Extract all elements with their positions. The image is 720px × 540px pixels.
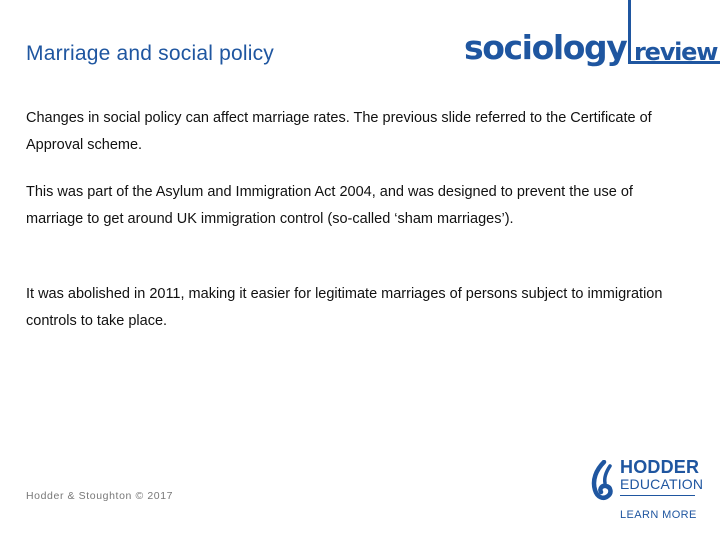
hodder-name: HODDER: [620, 457, 700, 477]
sociology-review-logo: [462, 0, 720, 80]
hodder-education-logo: [590, 458, 710, 528]
hodder-divider: [620, 495, 695, 496]
logo-word-review: review: [634, 38, 718, 66]
logo-divider-bar: [628, 0, 631, 64]
hodder-education-label: EDUCATION: [620, 476, 704, 492]
hodder-tagline: LEARN MORE: [620, 509, 697, 521]
copyright-footer: Hodder & Stoughton © 2017: [26, 490, 174, 502]
paragraph-3: It was abolished in 2011, making it easier for legitimate marriages of persons subject to immigration controls to take place.: [26, 286, 663, 329]
logo-word-sociology: sociology: [464, 28, 627, 67]
paragraph-1: Changes in social policy can affect marriage rates. The previous slide referred to the Certificate of Approval scheme.: [26, 110, 652, 153]
paragraph-2: This was part of the Asylum and Immigration Act 2004, and was designed to prevent the use of marriage to get around UK immigration control (so-called ‘sham marriages’).: [26, 184, 633, 227]
page-title: Marriage and social policy: [26, 42, 274, 65]
hodder-swirl-icon: [590, 460, 618, 506]
